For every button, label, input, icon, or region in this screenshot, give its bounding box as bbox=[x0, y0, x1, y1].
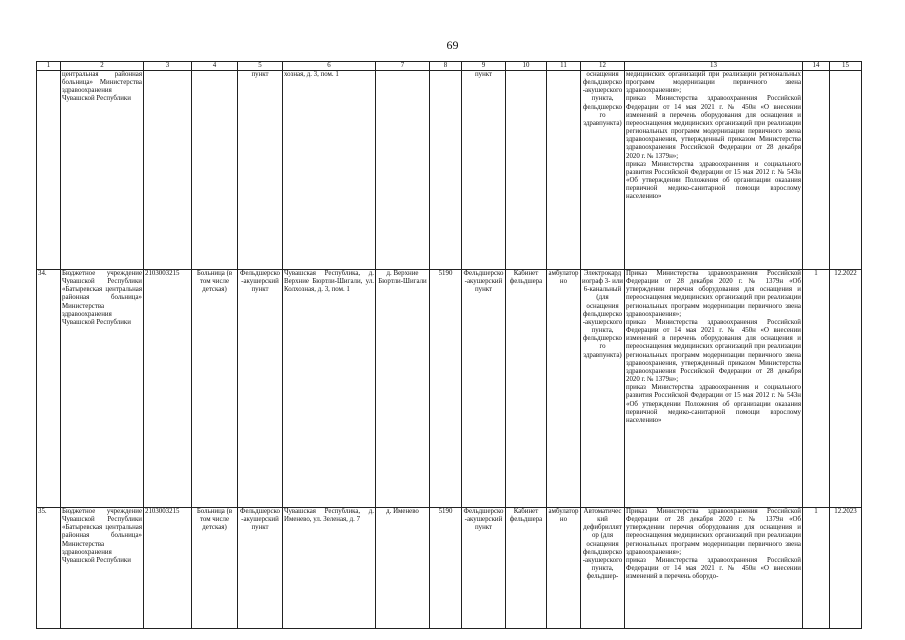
code-cell: 5190 bbox=[430, 508, 462, 629]
org-type-cell bbox=[192, 71, 238, 270]
date-cell: 12.2022 bbox=[830, 270, 862, 508]
column-number: 14 bbox=[803, 62, 830, 71]
date-cell bbox=[830, 71, 862, 270]
address-cell: Чувашская Республика, д. Именево, ул. Зеленая, д. 7 bbox=[283, 508, 376, 629]
subdivision-cell: Фельдшерско-акушерский пункт bbox=[462, 508, 506, 629]
inn-cell: 2103003215 bbox=[144, 508, 192, 629]
room-cell: Кабинет фельдшера bbox=[506, 270, 547, 508]
table-row bbox=[37, 508, 862, 629]
settlement-cell: д. Именево bbox=[376, 508, 430, 629]
column-number-row bbox=[37, 62, 862, 71]
organization-cell: Бюджетное учреждение Чувашской Республики «Батыревская центральная районная больница» Министерства здравоохранения Чувашской Республики bbox=[61, 270, 144, 508]
unit-type-cell: Фельдшерско-акушерский пункт bbox=[238, 270, 283, 508]
subdivision-cell: пункт bbox=[462, 71, 506, 270]
settlement-cell bbox=[376, 71, 430, 270]
inn-cell: 2103003215 bbox=[144, 270, 192, 508]
legal-basis-cell: Приказ Министерства здравоохранения Российской Федерации от 28 декабря 2020 г. № 1379н «Об утверждении перечня оборудования для оснащения и переоснащения медицинских организаций при реализации региональных программ модернизации первичного звена здравоохранения»; приказ Министерства здравоохранения Российской Федерации от 14 мая 2021 г. № 450н «О внесении изменений в перечень оборудования для оснащения и переоснащения медицинских организаций при реализации региональных программ модернизации первичного звена здравоохранения, утвержденный приказом Министерства здравоохранения Российской Федерации от 28 декабря 2020 г. № 1379н»; приказ Министерства здравоохранения и социального развития Российской Федерации от 15 мая 2012 г. № 543н «Об утверждении Положения об организации оказания первичной медико-санитарной помощи взрослому населению» bbox=[625, 270, 803, 508]
page-number: 69 bbox=[446, 38, 459, 52]
equipment-table bbox=[36, 61, 862, 629]
column-number: 6 bbox=[283, 62, 376, 71]
row-number-cell bbox=[37, 71, 61, 270]
date-cell: 12.2023 bbox=[830, 508, 862, 629]
org-type-cell: Больница (в том числе детская) bbox=[192, 270, 238, 508]
column-number: 7 bbox=[376, 62, 430, 71]
equipment-cell: Электрокардиограф 3- или 6-канальный (для оснащения фельдшерско-акушерского пункта, фельдшерского здравпункта) bbox=[581, 270, 625, 508]
legal-basis-cell: Приказ Министерства здравоохранения Российской Федерации от 28 декабря 2020 г. № 1379н «Об утверждении перечня оборудования для оснащения и переоснащения медицинских организаций при реализации региональных программ модернизации первичного звена здравоохранения»; приказ Министерства здравоохранения Российской Федерации от 14 мая 2021 г. № 450н «О внесении изменений в перечень оборудо- bbox=[625, 508, 803, 629]
column-number: 1 bbox=[37, 62, 61, 71]
quantity-cell bbox=[803, 71, 830, 270]
column-number: 9 bbox=[462, 62, 506, 71]
column-number: 3 bbox=[144, 62, 192, 71]
column-number: 12 bbox=[581, 62, 625, 71]
column-number: 15 bbox=[830, 62, 862, 71]
organization-cell: Бюджетное учреждение Чувашской Республики «Батыревская центральная районная больница» Министерства здравоохранения Чувашской Республики bbox=[61, 508, 144, 629]
code-cell bbox=[430, 71, 462, 270]
unit-type-cell: пункт bbox=[238, 71, 283, 270]
quantity-cell: 1 bbox=[803, 508, 830, 629]
column-number: 8 bbox=[430, 62, 462, 71]
code-cell: 5190 bbox=[430, 270, 462, 508]
column-number: 4 bbox=[192, 62, 238, 71]
column-number: 5 bbox=[238, 62, 283, 71]
table-row bbox=[37, 270, 862, 508]
inn-cell bbox=[144, 71, 192, 270]
room-cell: Кабинет фельдшера bbox=[506, 508, 547, 629]
org-type-cell: Больница (в том числе детская) bbox=[192, 508, 238, 629]
care-form-cell: амбулаторно bbox=[547, 270, 581, 508]
row-number-cell: 34. bbox=[37, 270, 61, 508]
room-cell bbox=[506, 71, 547, 270]
address-cell: хозная, д. 3, пом. 1 bbox=[283, 71, 376, 270]
unit-type-cell: Фельдшерско-акушерский пункт bbox=[238, 508, 283, 629]
care-form-cell bbox=[547, 71, 581, 270]
organization-cell: центральная районная больница» Министерства здравоохранения Чувашской Республики bbox=[61, 71, 144, 270]
column-number: 13 bbox=[625, 62, 803, 71]
address-cell: Чувашская Республика, д. Верхние Бюртли-Шигали, ул. Колхозная, д. 3, пом. 1 bbox=[283, 270, 376, 508]
care-form-cell: амбулаторно bbox=[547, 508, 581, 629]
column-number: 10 bbox=[506, 62, 547, 71]
equipment-cell: Автоматический дефибриллятор (для оснащения фельдшерско-акушерского пункта, фельдшер- bbox=[581, 508, 625, 629]
column-number: 11 bbox=[547, 62, 581, 71]
quantity-cell: 1 bbox=[803, 270, 830, 508]
equipment-cell: оснащения фельдшерско-акушерского пункта, фельдшерского здравпункта) bbox=[581, 71, 625, 270]
row-number-cell: 35. bbox=[37, 508, 61, 629]
settlement-cell: д. Верхние Бюртли-Шигали bbox=[376, 270, 430, 508]
table-row bbox=[37, 71, 862, 270]
column-number: 2 bbox=[61, 62, 144, 71]
subdivision-cell: Фельдшерско-акушерский пункт bbox=[462, 270, 506, 508]
legal-basis-cell: медицинских организаций при реализации региональных программ модернизации первичного звена здравоохранения»; приказ Министерства здравоохранения Российской Федерации от 14 мая 2021 г. № 450н «О внесении изменений в перечень оборудования для оснащения и переоснащения медицинских организаций при реализации региональных программ модернизации первичного звена здравоохранения, утвержденный приказом Министерства здравоохранения Российской Федерации от 28 декабря 2020 г. № 1379н»; приказ Министерства здравоохранения и социального развития Российской Федерации от 15 мая 2012 г. № 543н «Об утверждении Положения об организации оказания первичной медико-санитарной помощи взрослому населению» bbox=[625, 71, 803, 270]
